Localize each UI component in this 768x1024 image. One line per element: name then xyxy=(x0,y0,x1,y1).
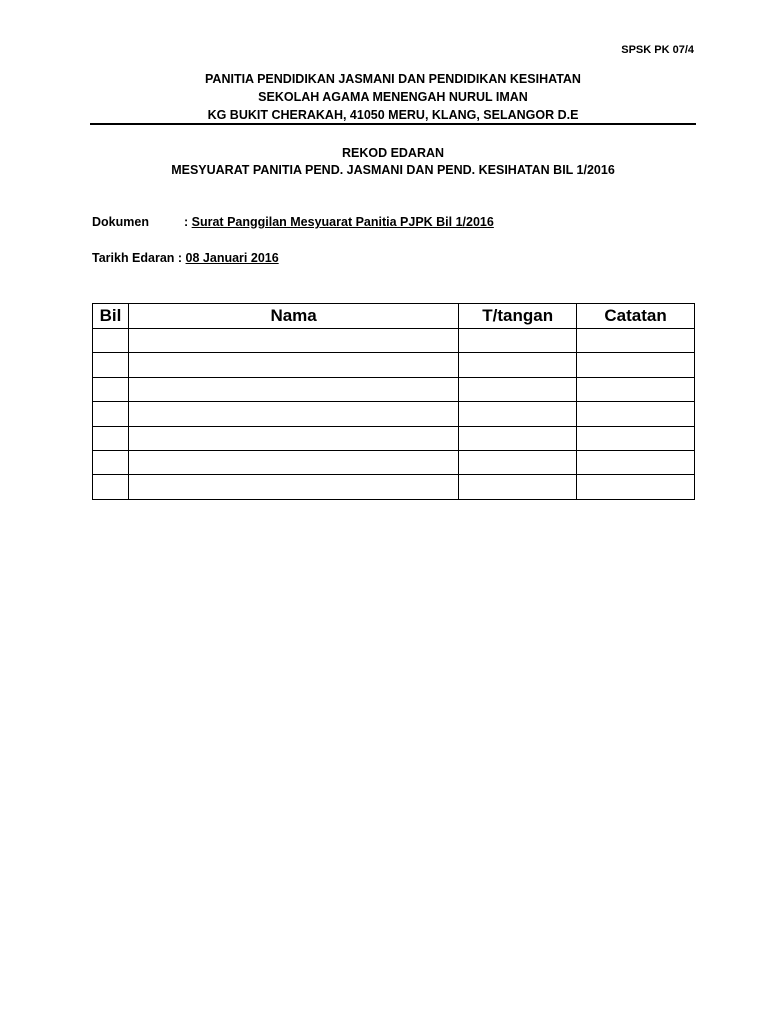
tarikh-label: Tarikh Edaran : xyxy=(92,251,186,265)
nama-cell xyxy=(128,353,458,377)
meeting-title: MESYUARAT PANITIA PEND. JASMANI DAN PEND. KESIHATAN BIL 1/2016 xyxy=(171,163,615,177)
table-row xyxy=(93,475,695,499)
catatan-cell xyxy=(577,402,695,426)
table-row xyxy=(93,329,695,353)
ttangan-cell xyxy=(459,377,577,401)
header-divider xyxy=(90,123,696,125)
nama-cell xyxy=(128,377,458,401)
bil-cell xyxy=(93,353,129,377)
tarikh-line xyxy=(92,251,279,265)
catatan-cell xyxy=(577,329,695,353)
column-header-bil: Bil xyxy=(93,304,129,329)
dokumen-value: Surat Panggilan Mesyuarat Panitia PJPK Bil 1/2016 xyxy=(191,215,494,229)
ttangan-cell xyxy=(459,329,577,353)
form-code: SPSK PK 07/4 xyxy=(621,44,694,56)
document-header xyxy=(90,70,696,124)
bil-cell xyxy=(93,475,129,499)
catatan-cell xyxy=(577,377,695,401)
tarikh-value: 08 Januari 2016 xyxy=(185,251,279,265)
column-header-nama: Nama xyxy=(128,304,458,329)
distribution-table xyxy=(92,303,695,500)
committee-name: PANITIA PENDIDIKAN JASMANI DAN PENDIDIKAN KESIHATAN xyxy=(205,72,581,86)
nama-cell xyxy=(128,426,458,450)
ttangan-cell xyxy=(459,353,577,377)
dokumen-line xyxy=(92,215,494,229)
catatan-cell xyxy=(577,475,695,499)
bil-cell xyxy=(93,377,129,401)
table-header-row xyxy=(93,304,695,329)
table-row xyxy=(93,450,695,474)
ttangan-cell xyxy=(459,475,577,499)
bil-cell xyxy=(93,402,129,426)
catatan-cell xyxy=(577,450,695,474)
bil-cell xyxy=(93,450,129,474)
nama-cell xyxy=(128,402,458,426)
bil-cell xyxy=(93,329,129,353)
dokumen-label: Dokumen xyxy=(92,215,149,229)
bil-cell xyxy=(93,426,129,450)
catatan-cell xyxy=(577,353,695,377)
table-row xyxy=(93,353,695,377)
column-header-catatan: Catatan xyxy=(577,304,695,329)
ttangan-cell xyxy=(459,426,577,450)
catatan-cell xyxy=(577,426,695,450)
school-name: SEKOLAH AGAMA MENENGAH NURUL IMAN xyxy=(258,90,528,104)
dokumen-separator: : xyxy=(184,215,192,229)
table-row xyxy=(93,426,695,450)
column-header-ttangan: T/tangan xyxy=(459,304,577,329)
table-row xyxy=(93,377,695,401)
nama-cell xyxy=(128,329,458,353)
document-title xyxy=(90,145,696,179)
ttangan-cell xyxy=(459,402,577,426)
nama-cell xyxy=(128,475,458,499)
ttangan-cell xyxy=(459,450,577,474)
table-body xyxy=(93,329,695,500)
record-title: REKOD EDARAN xyxy=(341,146,445,160)
nama-cell xyxy=(128,450,458,474)
table-row xyxy=(93,402,695,426)
school-address: KG BUKIT CHERAKAH, 41050 MERU, KLANG, SELANGOR D.E xyxy=(207,108,579,122)
